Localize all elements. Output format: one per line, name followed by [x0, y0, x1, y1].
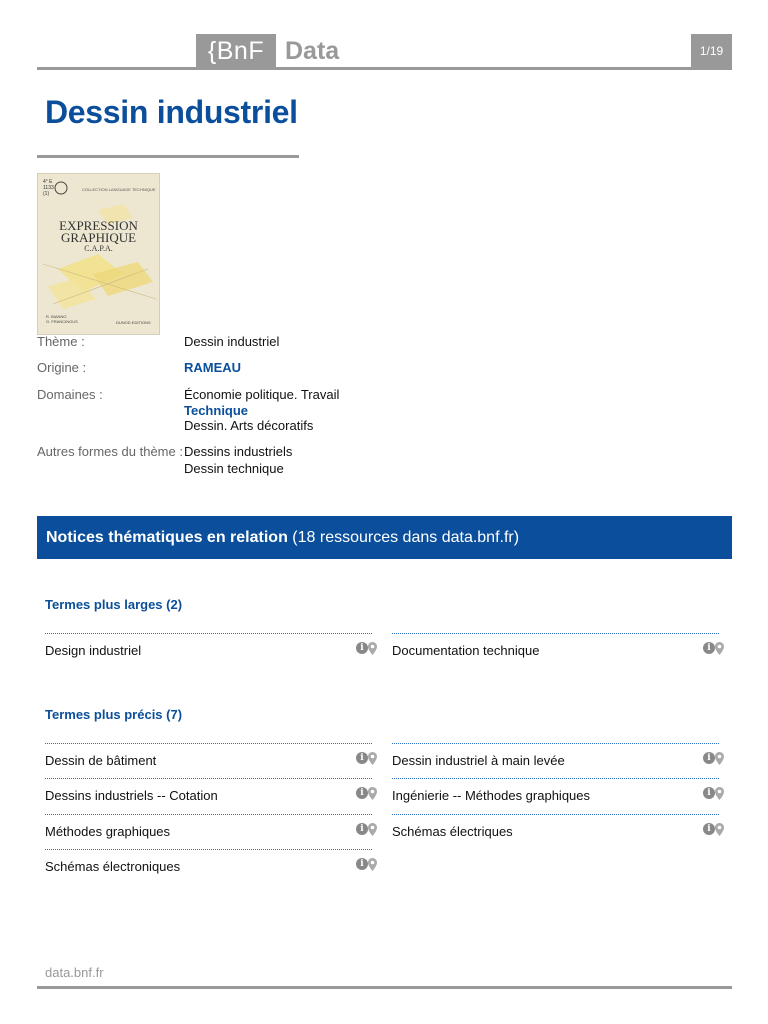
origine-link[interactable]: RAMEAU: [184, 360, 242, 375]
list-item-label[interactable]: Méthodes graphiques: [45, 824, 171, 839]
info-icon[interactable]: i: [703, 752, 715, 764]
list-item[interactable]: [392, 743, 719, 778]
info-icon[interactable]: i: [356, 642, 368, 654]
list-item[interactable]: [392, 633, 719, 668]
footer-url[interactable]: data.bnf.fr: [45, 965, 104, 980]
cover-title-line3: C.A.P.A.: [84, 244, 113, 253]
title-underline: [37, 155, 299, 158]
info-icon[interactable]: i: [356, 787, 368, 799]
map-pin-icon[interactable]: [715, 787, 724, 800]
map-pin-icon[interactable]: [715, 642, 724, 655]
cover-title-line1: EXPRESSION: [59, 218, 138, 233]
list-item-label[interactable]: Ingénierie -- Méthodes graphiques: [392, 788, 591, 803]
theme-label: Thème :: [37, 334, 85, 349]
footer-rule: [37, 986, 732, 989]
broader-terms-title: Termes plus larges (2): [45, 597, 183, 612]
domaine-item: Dessin. Arts décoratifs: [184, 418, 314, 433]
list-item-label[interactable]: Dessins industriels -- Cotation: [45, 788, 218, 803]
domaine-link-technique[interactable]: Technique: [184, 403, 249, 418]
info-icon[interactable]: i: [703, 823, 715, 835]
info-icon[interactable]: i: [356, 858, 368, 870]
list-item-label[interactable]: Documentation technique: [392, 643, 540, 658]
related-notices-banner: [37, 516, 732, 559]
list-item[interactable]: [45, 743, 372, 778]
list-item-label[interactable]: Design industriel: [45, 643, 142, 658]
list-item[interactable]: [392, 814, 719, 849]
cover-title-line2: GRAPHIQUE: [60, 230, 137, 245]
map-pin-icon[interactable]: [368, 752, 377, 765]
domaine-item: Économie politique. Travail: [184, 387, 340, 402]
narrower-terms-title: Termes plus précis (7): [45, 707, 183, 722]
list-item-label[interactable]: Schémas électriques: [392, 824, 513, 839]
banner-title: Notices thématiques en relation: [46, 529, 288, 546]
info-icon[interactable]: i: [356, 823, 368, 835]
list-item[interactable]: [45, 849, 372, 884]
header-rule: [37, 67, 732, 70]
autres-formes-label: Autres formes du thème :: [37, 444, 183, 459]
map-pin-icon[interactable]: [368, 787, 377, 800]
theme-value: Dessin industriel: [184, 334, 280, 349]
map-pin-icon[interactable]: [715, 823, 724, 836]
map-pin-icon[interactable]: [368, 823, 377, 836]
autre-forme-item: Dessin technique: [184, 461, 284, 476]
info-icon[interactable]: i: [356, 752, 368, 764]
cover-collection: COLLECTION LANGUAGE TECHNIQUE: [82, 187, 156, 192]
banner-count: (18 ressources dans data.bnf.fr): [287, 529, 520, 546]
cover-illustration: [38, 174, 160, 335]
cover-authors: R. BIANNO G. FRANCINOUS: [46, 314, 78, 324]
origine-label: Origine :: [37, 360, 87, 375]
bnf-logo[interactable]: {BnF: [196, 34, 276, 69]
autre-forme-item: Dessins industriels: [184, 444, 293, 459]
list-item[interactable]: [45, 633, 372, 668]
list-item-label[interactable]: Schémas électroniques: [45, 859, 181, 874]
list-item-label[interactable]: Dessin industriel à main levée: [392, 753, 565, 768]
map-pin-icon[interactable]: [715, 752, 724, 765]
info-icon[interactable]: i: [703, 787, 715, 799]
map-pin-icon[interactable]: [368, 858, 377, 871]
page-title: Dessin industriel: [45, 94, 298, 130]
list-item-label[interactable]: Dessin de bâtiment: [45, 753, 157, 768]
data-logo-text[interactable]: Data: [285, 37, 340, 65]
info-icon[interactable]: i: [703, 642, 715, 654]
list-item[interactable]: [45, 778, 372, 813]
domaines-label: Domaines :: [37, 387, 103, 402]
list-item[interactable]: [45, 814, 372, 849]
cover-stamp: 4° E 1133 (1): [43, 179, 54, 197]
map-pin-icon[interactable]: [368, 642, 377, 655]
book-cover-image: [37, 173, 160, 335]
cover-editor: DUNOD EDITIONS: [116, 320, 151, 325]
list-item[interactable]: [392, 778, 719, 813]
page-number: 1/19: [691, 34, 732, 69]
